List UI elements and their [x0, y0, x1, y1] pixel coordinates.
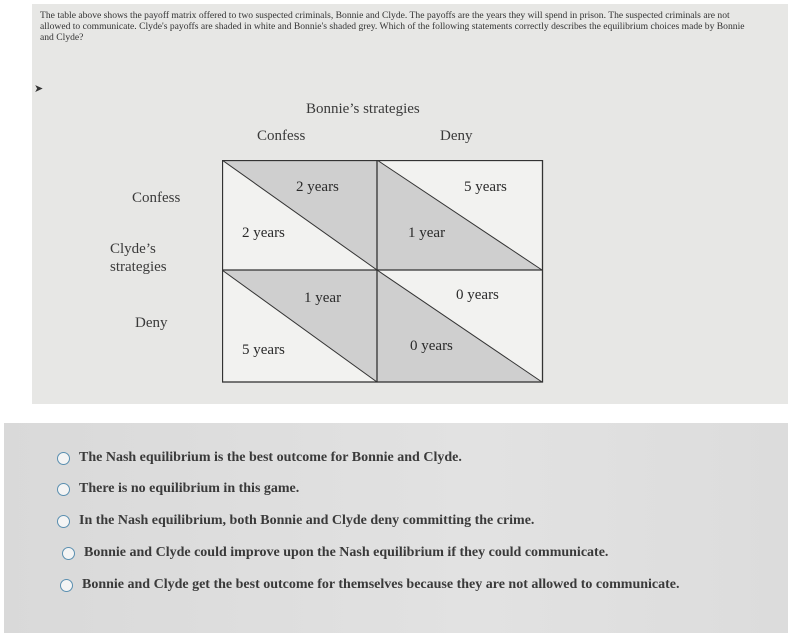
- option-1[interactable]: [57, 450, 462, 466]
- option-label: Bonnie and Clyde get the best outcome for themselves because they are not allowed to communicate.: [82, 577, 680, 592]
- option-label: In the Nash equilibrium, both Bonnie and Clyde deny committing the crime.: [79, 513, 535, 528]
- row-header-line1: Clyde’s: [110, 241, 156, 257]
- row-header: [110, 240, 167, 276]
- row-header-line2: strategies: [110, 259, 167, 275]
- option-2[interactable]: [57, 481, 299, 497]
- cursor-icon: ➤: [34, 83, 44, 95]
- question-text: The table above shows the payoff matrix offered to two suspected criminals, Bonnie and Clyde. The payoffs are the years they will spend in prison. The suspected criminals are not allowed to communicate. Clyde's payoffs are shaded in white and Bonnie's shaded grey. Which of the following statements correctly describes the equilibrium choices made by Bonnie and Clyde?: [40, 10, 745, 43]
- option-label: The Nash equilibrium is the best outcome for Bonnie and Clyde.: [79, 450, 462, 465]
- cell-dd-bonnie: 0 years: [456, 287, 499, 303]
- option-label: There is no equilibrium in this game.: [79, 481, 300, 496]
- cell-cd-bonnie: 5 years: [464, 179, 507, 195]
- cell-dc-bonnie: 1 year: [304, 290, 342, 306]
- option-3[interactable]: [57, 513, 534, 529]
- radio-icon[interactable]: [62, 547, 75, 560]
- radio-icon[interactable]: [57, 515, 70, 528]
- cell-dc-clyde: 5 years: [242, 342, 285, 358]
- cell-cc-bonnie: 2 years: [296, 179, 339, 195]
- row-label-confess: Confess: [132, 190, 181, 206]
- radio-icon[interactable]: [57, 452, 70, 465]
- col-label-confess: Confess: [257, 128, 306, 144]
- cell-dd-clyde: 0 years: [410, 338, 453, 354]
- cell-cc-clyde: 2 years: [242, 225, 285, 241]
- option-5[interactable]: [60, 577, 680, 593]
- col-label-deny: Deny: [440, 128, 473, 144]
- radio-icon[interactable]: [57, 483, 70, 496]
- row-label-deny: Deny: [135, 315, 168, 331]
- option-label: Bonnie and Clyde could improve upon the Nash equilibrium if they could communicate.: [84, 545, 609, 560]
- answer-panel: [4, 423, 788, 633]
- answer-options: [4, 423, 788, 633]
- radio-icon[interactable]: [60, 579, 73, 592]
- column-header: Bonnie’s strategies: [306, 101, 420, 117]
- option-4[interactable]: [62, 545, 608, 561]
- cell-cd-clyde: 1 year: [408, 225, 446, 241]
